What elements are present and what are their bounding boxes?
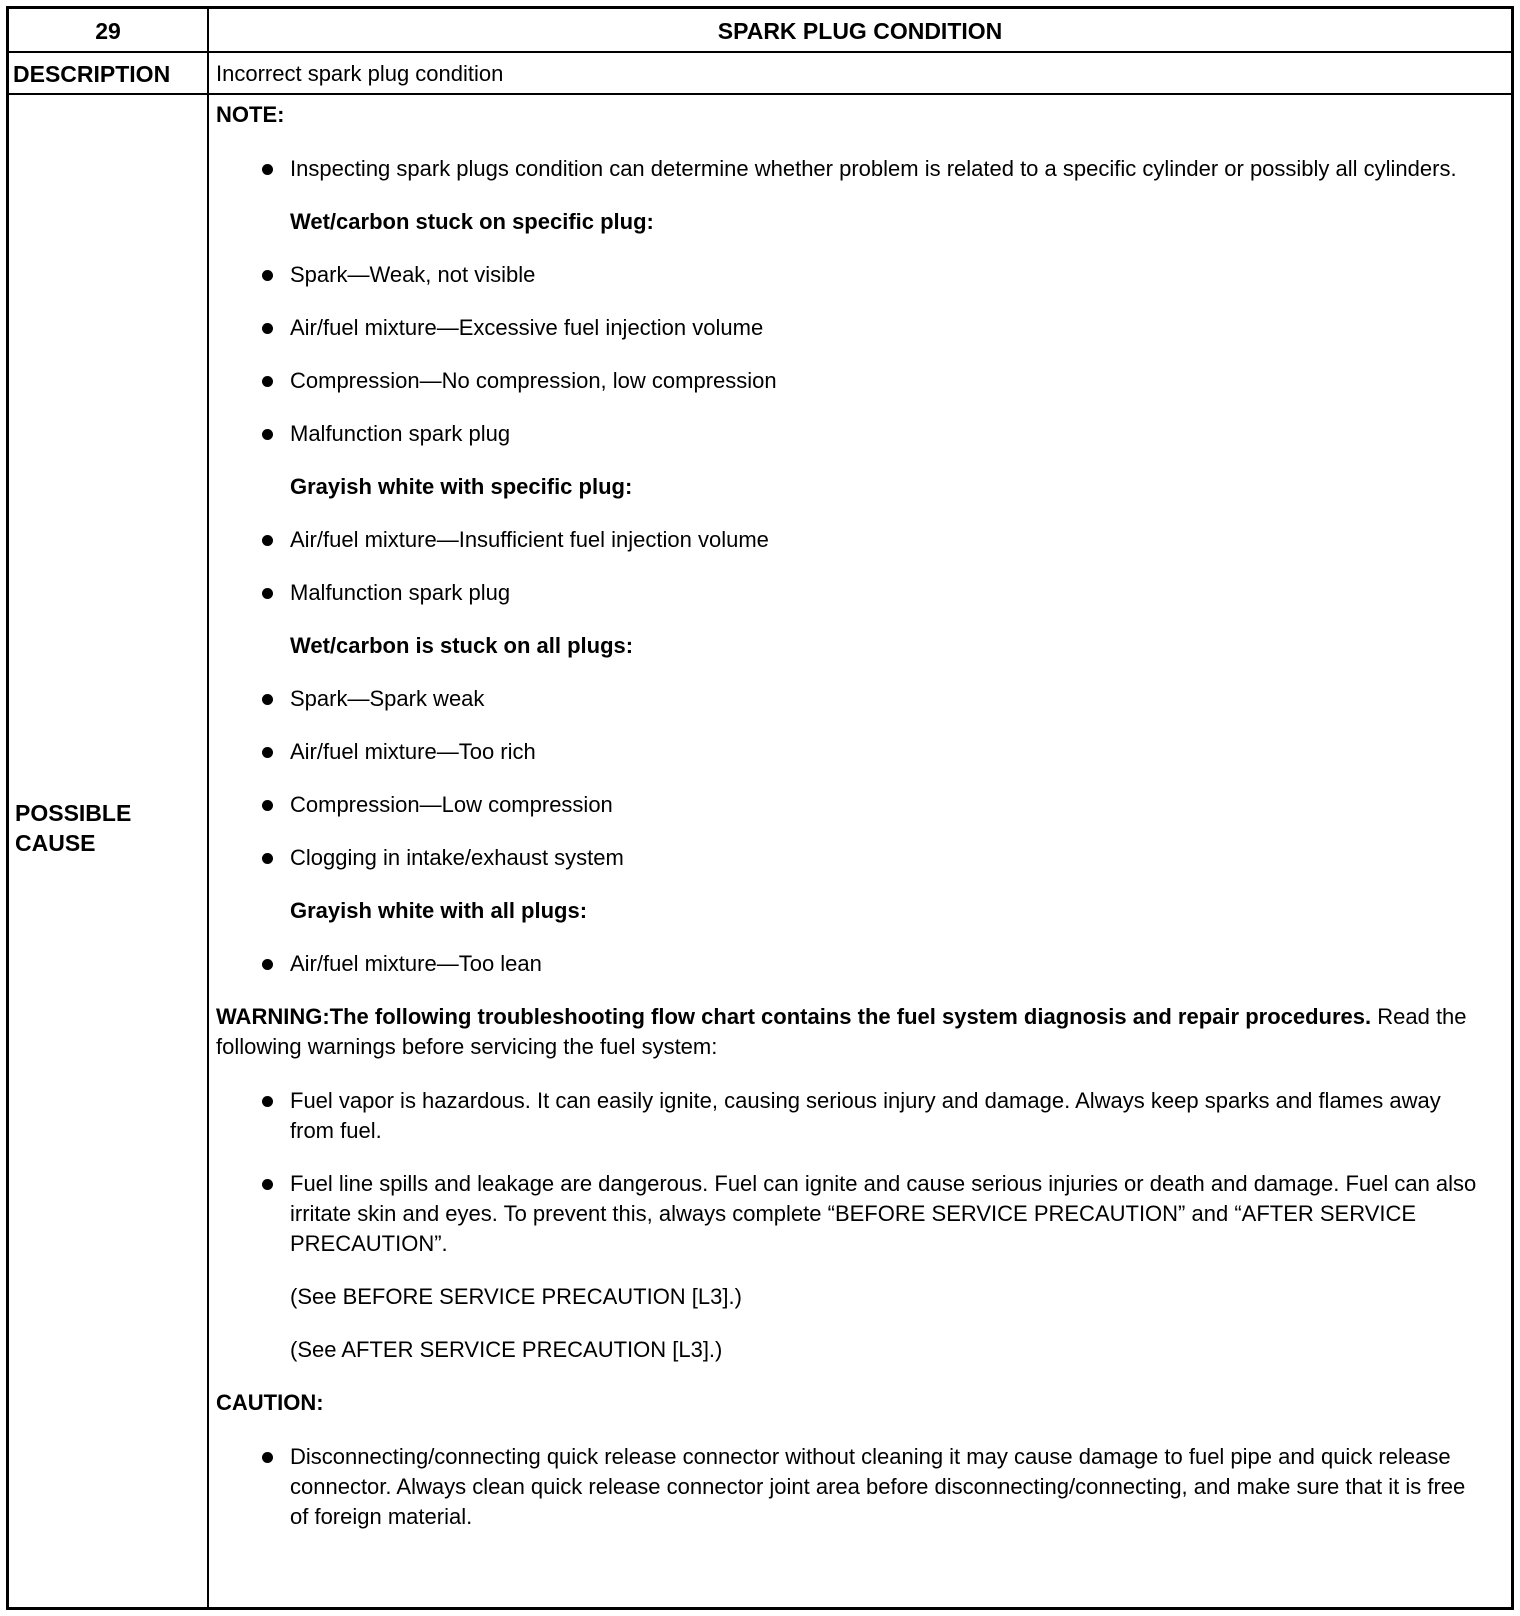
step-number: 29 bbox=[95, 18, 121, 44]
warning-bold-text: WARNING:The following troubleshooting flow chart contains the fuel system diagnosis and repair procedures. bbox=[216, 1004, 1372, 1029]
description-row bbox=[9, 53, 1511, 95]
description-label: DESCRIPTION bbox=[13, 61, 171, 87]
list-item bbox=[216, 578, 1481, 608]
list-item-text: Malfunction spark plug bbox=[290, 421, 511, 446]
step-title: SPARK PLUG CONDITION bbox=[717, 18, 1003, 44]
list-item bbox=[216, 737, 1481, 767]
bullet-icon bbox=[262, 535, 273, 546]
bullet-icon bbox=[262, 747, 273, 758]
possible-cause-content bbox=[216, 100, 1481, 1555]
bullet-icon bbox=[262, 323, 273, 334]
list-item-text: Disconnecting/connecting quick release connector without cleaning it may cause damage to fuel pipe and quick release connector. Always clean quick release connector joint area before disconnecting/connecting, and make sure that it is free of foreign material. bbox=[290, 1444, 1466, 1529]
list-item bbox=[216, 366, 1481, 396]
header-title-cell bbox=[209, 9, 1511, 51]
list-item-text: Air/fuel mixture—Too lean bbox=[290, 951, 542, 976]
list-item-text: Clogging in intake/exhaust system bbox=[290, 845, 624, 870]
list-item-text: Inspecting spark plugs condition can determine whether problem is related to a specific cylinder or possibly all cylinders. bbox=[290, 156, 1457, 181]
list-item bbox=[216, 313, 1481, 343]
description-text: Incorrect spark plug condition bbox=[216, 61, 504, 86]
list-item bbox=[216, 525, 1481, 555]
bullet-icon bbox=[262, 270, 273, 281]
list-item bbox=[216, 949, 1481, 979]
list-item-text: Fuel line spills and leakage are dangerous. Fuel can ignite and cause serious injuries or death and damage. Fuel can also irritate skin and eyes. To prevent this, always complete “BEFORE SERVICE PRECAUTION” and “AFTER SERVICE PRECAUTION”. bbox=[290, 1171, 1477, 1256]
group-heading: Wet/carbon stuck on specific plug: bbox=[290, 209, 654, 234]
warning-normal-text: Read the following warnings before servicing the fuel system: bbox=[216, 1004, 1467, 1059]
list-item-text: Compression—Low compression bbox=[290, 792, 613, 817]
header-row bbox=[9, 9, 1511, 53]
note-header: NOTE: bbox=[216, 102, 285, 127]
list-item bbox=[216, 790, 1481, 820]
list-item bbox=[216, 1169, 1481, 1259]
bullet-icon bbox=[262, 1452, 273, 1463]
list-item bbox=[216, 843, 1481, 873]
bullet-icon bbox=[262, 694, 273, 705]
caution-header: CAUTION: bbox=[216, 1390, 324, 1415]
bullet-icon bbox=[262, 429, 273, 440]
list-item bbox=[216, 419, 1481, 449]
list-item bbox=[216, 260, 1481, 290]
list-item-text: Spark—Spark weak bbox=[290, 686, 485, 711]
possible-cause-row bbox=[9, 95, 1511, 1607]
troubleshooting-table bbox=[6, 6, 1514, 1610]
group-heading: Wet/carbon is stuck on all plugs: bbox=[290, 633, 634, 658]
possible-cause-content-cell bbox=[209, 95, 1511, 1607]
bullet-icon bbox=[262, 1096, 273, 1107]
list-item-text: Spark—Weak, not visible bbox=[290, 262, 536, 287]
bullet-icon bbox=[262, 1179, 273, 1190]
description-text-cell bbox=[209, 53, 1511, 93]
possible-cause-label-line: CAUSE bbox=[15, 830, 96, 856]
group-heading: Grayish white with all plugs: bbox=[290, 898, 588, 923]
list-item-text: Fuel vapor is hazardous. It can easily ignite, causing serious injury and damage. Always keep sparks and flames away from fuel. bbox=[290, 1088, 1441, 1143]
list-item bbox=[216, 1086, 1481, 1146]
list-item-text: Compression—No compression, low compression bbox=[290, 368, 777, 393]
warning-header bbox=[216, 1002, 1481, 1062]
bullet-icon bbox=[262, 959, 273, 970]
reference-link: (See BEFORE SERVICE PRECAUTION [L3].) bbox=[290, 1284, 742, 1309]
possible-cause-label bbox=[15, 798, 131, 858]
bullet-icon bbox=[262, 800, 273, 811]
bullet-icon bbox=[262, 164, 273, 175]
group-heading: Grayish white with specific plug: bbox=[290, 474, 633, 499]
reference-link: (See AFTER SERVICE PRECAUTION [L3].) bbox=[290, 1337, 723, 1362]
list-item-text: Malfunction spark plug bbox=[290, 580, 511, 605]
possible-cause-label-line: POSSIBLE bbox=[15, 800, 132, 826]
bullet-icon bbox=[262, 853, 273, 864]
list-item-text: Air/fuel mixture—Excessive fuel injection volume bbox=[290, 315, 764, 340]
header-number-cell bbox=[9, 9, 209, 51]
possible-cause-label-cell bbox=[9, 95, 209, 1607]
list-item bbox=[216, 154, 1481, 184]
list-item-text: Air/fuel mixture—Insufficient fuel injection volume bbox=[290, 527, 769, 552]
bullet-icon bbox=[262, 588, 273, 599]
list-item-text: Air/fuel mixture—Too rich bbox=[290, 739, 536, 764]
list-item bbox=[216, 684, 1481, 714]
description-label-cell bbox=[9, 53, 209, 93]
list-item bbox=[216, 1442, 1481, 1532]
bullet-icon bbox=[262, 376, 273, 387]
